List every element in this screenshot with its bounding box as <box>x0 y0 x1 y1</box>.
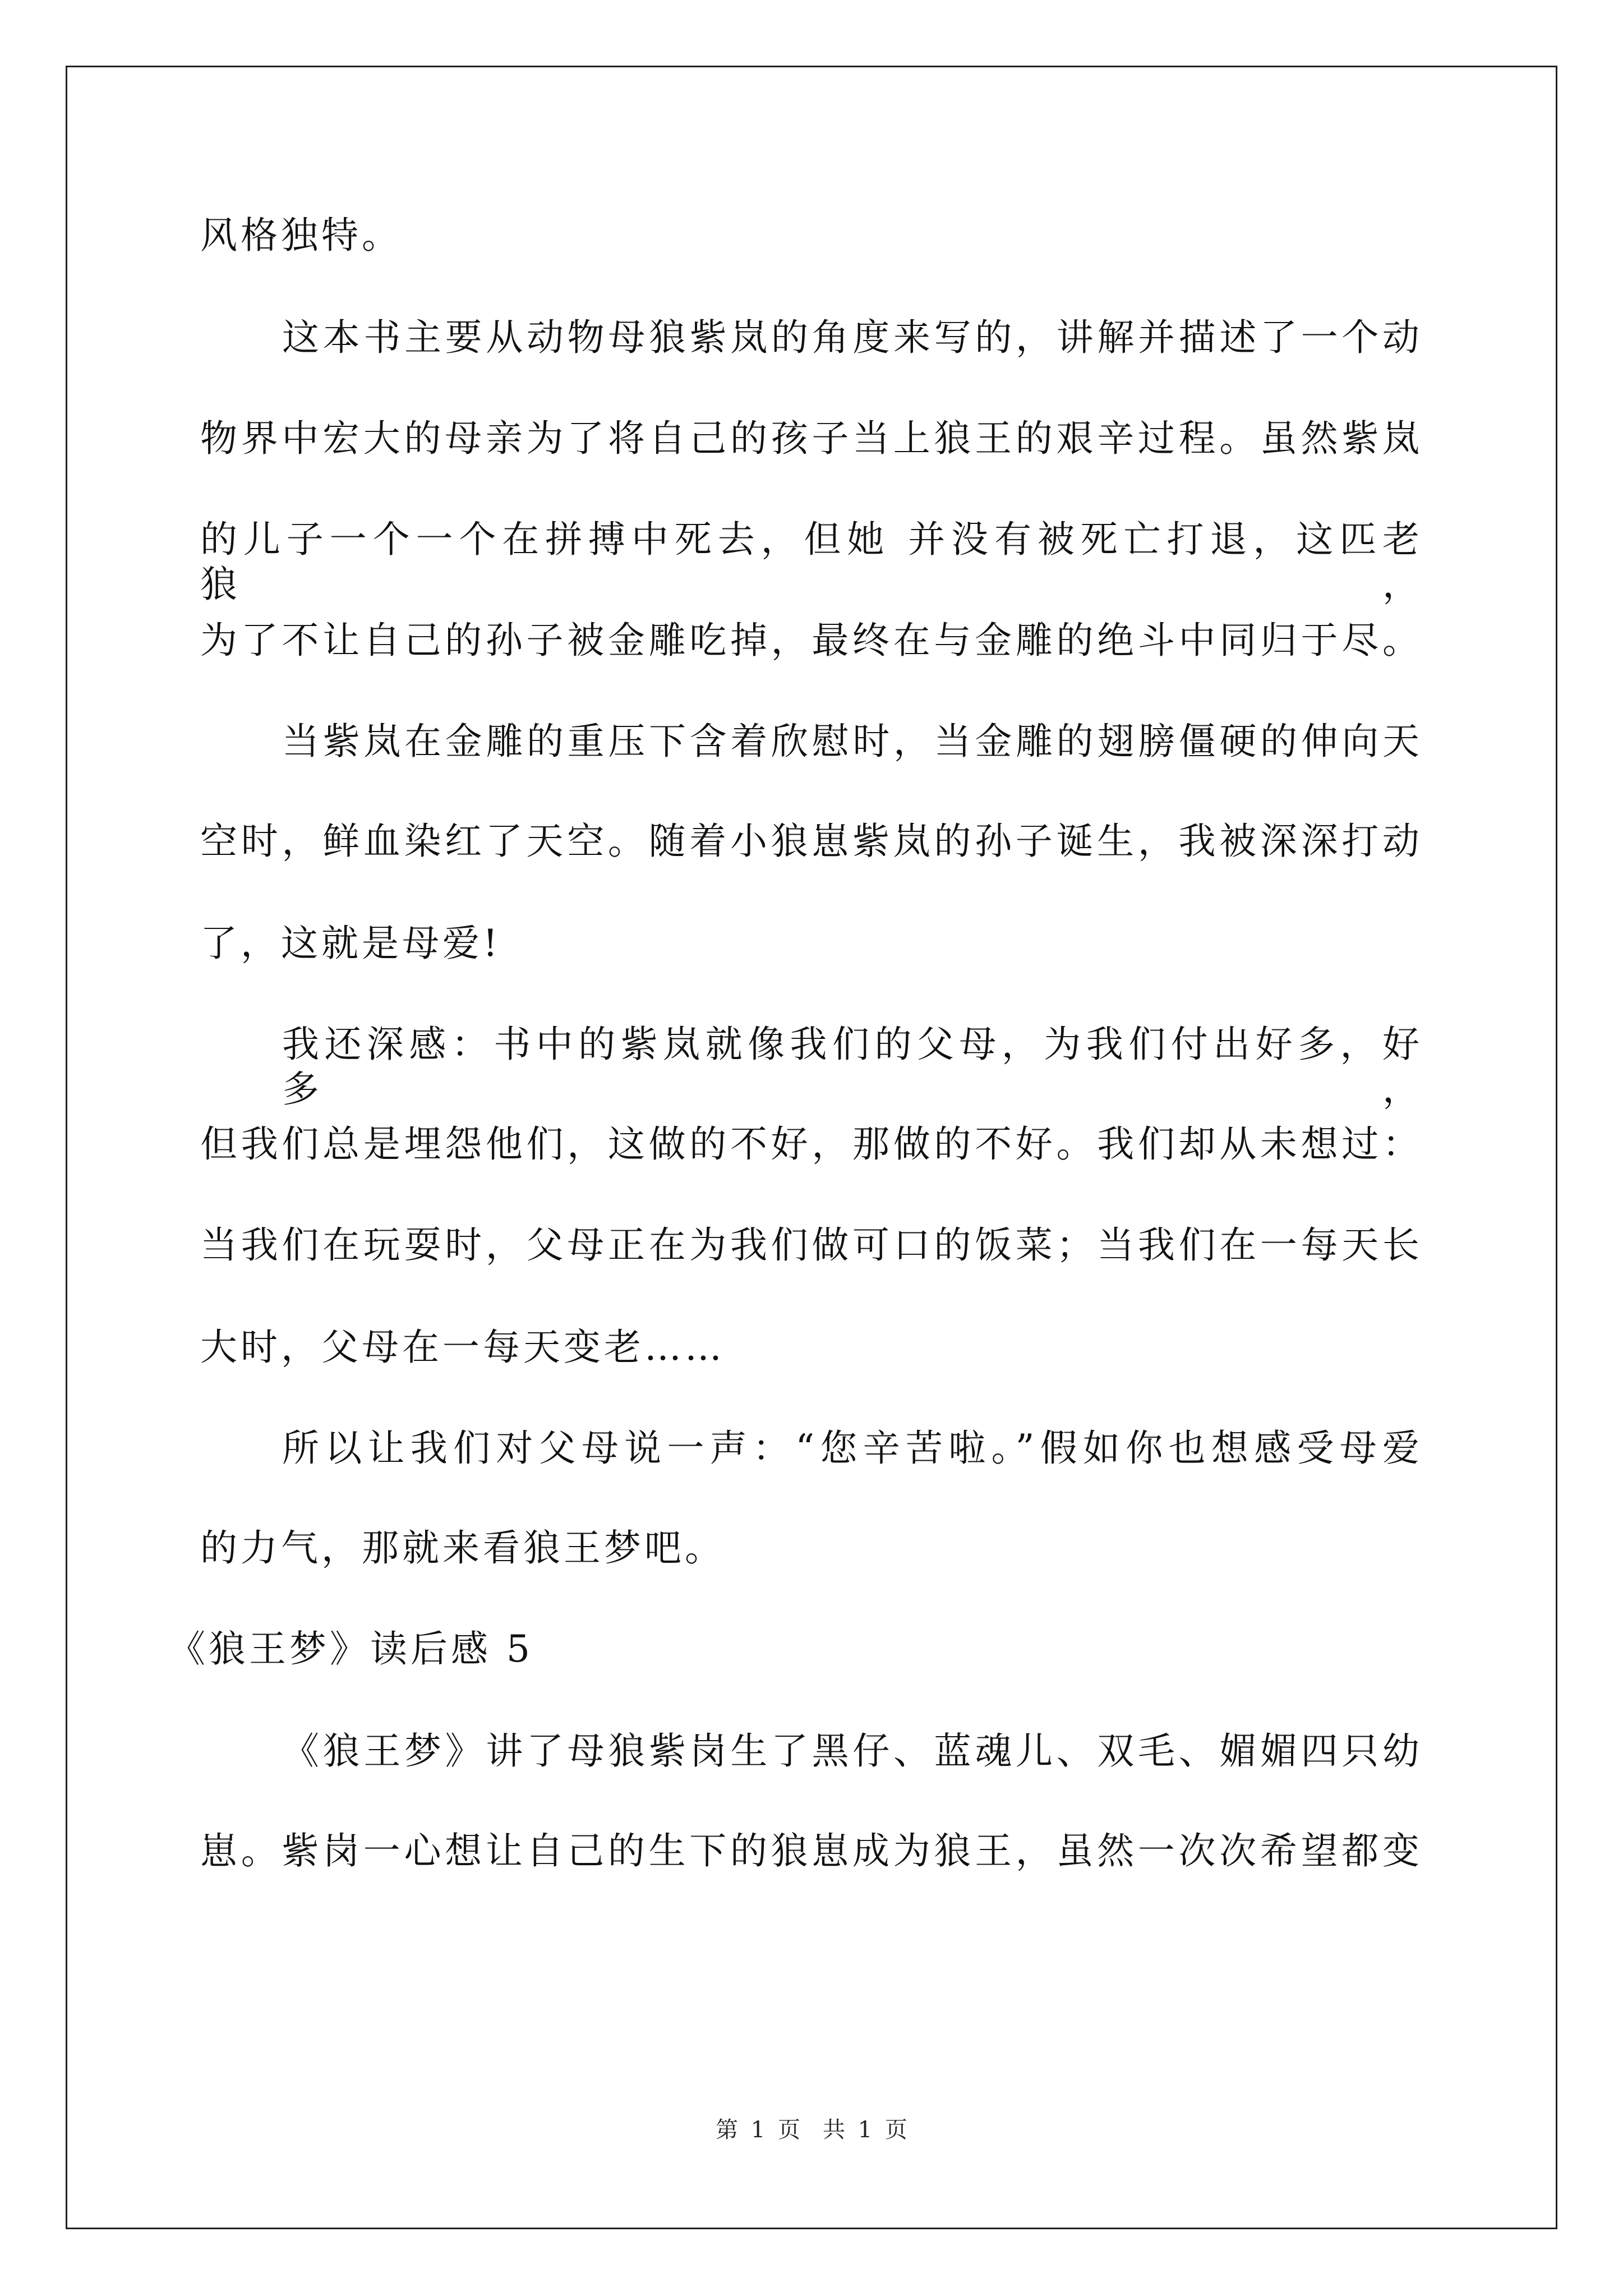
text-line: 的儿子一个一个在拼搏中死去，但她 并没有被死亡打退，这匹老狼， <box>200 518 1423 606</box>
text-line: 为了不让自己的孙子被金雕吃掉，最终在与金雕的绝斗中同归于尽。 <box>200 619 1423 662</box>
paragraph-first-line: 《狼王梦》讲了母狼紫岗生了黑仔、蓝魂儿、双毛、媚媚四只幼 <box>282 1729 1423 1773</box>
paragraph-first-line: 这本书主要从动物母狼紫岚的角度来写的，讲解并描述了一个动 <box>282 316 1423 359</box>
paragraph-first-line: 我还深感：书中的紫岚就像我们的父母，为我们付出好多，好多， <box>282 1023 1423 1111</box>
text-line: 大时，父母在一每天变老…… <box>200 1326 725 1369</box>
text-line: 但我们总是埋怨他们，这做的不好，那做的不好。我们却从未想过： <box>200 1122 1423 1166</box>
text-line: 当我们在玩耍时，父母正在为我们做可口的饭菜；当我们在一每天长 <box>200 1223 1423 1267</box>
text-line: 风格独特。 <box>200 214 402 257</box>
paragraph-first-line: 当紫岚在金雕的重压下含着欣慰时，当金雕的翅膀僵硬的伸向天 <box>282 720 1423 763</box>
section-heading: 《狼王梦》读后感 5 <box>168 1627 533 1671</box>
page-footer: 第 1 页 共 1 页 <box>716 2117 907 2143</box>
text-line: 崽。紫岗一心想让自己的生下的狼崽成为狼王，虽然一次次希望都变 <box>200 1829 1423 1872</box>
text-line: 物界中宏大的母亲为了将自己的孩子当上狼王的艰辛过程。虽然紫岚 <box>200 417 1423 460</box>
text-line: 了，这就是母爱! <box>200 922 501 965</box>
text-line: 空时，鲜血染红了天空。随着小狼崽紫岚的孙子诞生，我被深深打动 <box>200 820 1423 863</box>
text-line: 的力气，那就来看狼王梦吧。 <box>200 1526 725 1570</box>
paragraph-first-line: 所以让我们对父母说一声：“您辛苦啦。”假如你也想感受母爱 <box>282 1427 1423 1470</box>
